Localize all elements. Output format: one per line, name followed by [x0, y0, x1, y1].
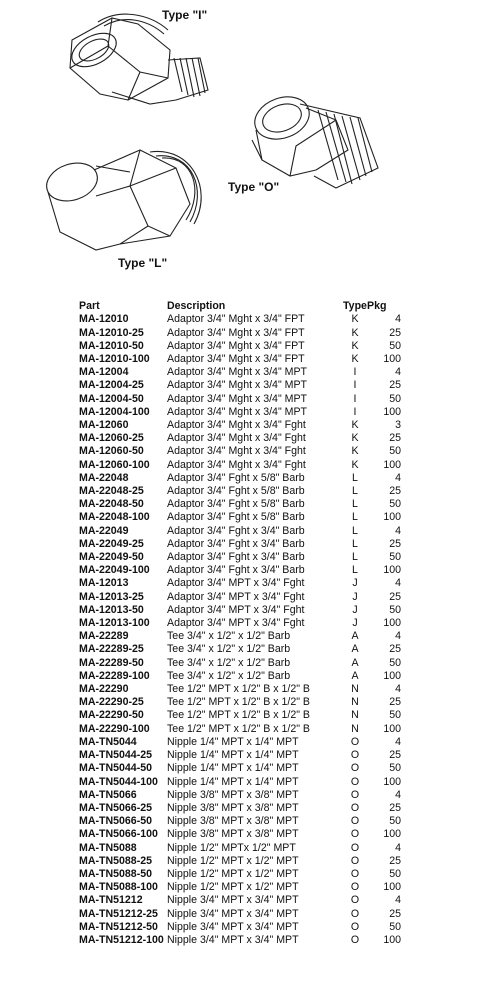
table-row: [79, 709, 401, 722]
part-number-cell: MA-TN51212-25: [79, 907, 158, 920]
description-cell: Nipple 1/2" MPT x 1/2" MPT: [167, 867, 299, 880]
table-row: [79, 419, 401, 432]
type-i-fitting-image: [66, 14, 208, 104]
type-cell: L: [352, 551, 358, 564]
type-cell: O: [350, 841, 360, 854]
table-row: [79, 511, 401, 524]
table-row: [79, 313, 401, 326]
type-cell: O: [350, 788, 360, 801]
table-row: [79, 577, 401, 590]
pkg-cell: 100: [383, 775, 401, 788]
part-number-cell: MA-12010-50: [79, 339, 144, 352]
description-cell: Adaptor 3/4" Fght x 3/4" Barb: [167, 537, 305, 550]
type-cell: L: [352, 537, 358, 550]
part-number-cell: MA-12010: [79, 313, 129, 326]
pkg-cell: 50: [389, 603, 401, 616]
description-cell: Adaptor 3/4" Mght x 3/4" FPT: [167, 313, 305, 326]
pkg-cell: 4: [395, 471, 401, 484]
type-i-label: Type "I": [162, 8, 208, 22]
description-cell: Tee 1/2" MPT x 1/2" B x 1/2" B: [167, 709, 310, 722]
description-cell: Adaptor 3/4" Mght x 3/4" Fght: [167, 419, 306, 432]
part-number-cell: MA-12060-50: [79, 445, 144, 458]
type-cell: J: [352, 590, 358, 603]
table-row: [79, 670, 401, 683]
header-pkg: Pkg: [367, 300, 387, 313]
table-row: [79, 908, 401, 921]
part-number-cell: MA-TN5066-50: [79, 815, 153, 828]
table-row: [79, 591, 401, 604]
pkg-cell: 100: [383, 933, 401, 946]
table-row: [79, 525, 401, 538]
pkg-cell: 100: [383, 353, 401, 365]
description-cell: Nipple 3/8" MPT x 3/8" MPT: [167, 801, 299, 814]
pkg-cell: 4: [395, 841, 401, 854]
type-cell: A: [351, 669, 359, 682]
description-cell: Tee 3/4" x 1/2" x 1/2" Barb: [167, 643, 291, 656]
type-cell: N: [351, 696, 359, 709]
table-row: [79, 445, 401, 458]
description-cell: Tee 3/4" x 1/2" x 1/2" Barb: [167, 669, 291, 682]
description-cell: Adaptor 3/4" Fght x 5/8" Barb: [167, 485, 305, 498]
type-o-label: Type "O": [228, 180, 280, 194]
pkg-cell: 100: [383, 617, 401, 630]
part-number-cell: MA-22049-50: [79, 551, 144, 564]
part-number-cell: MA-12013-50: [79, 603, 144, 616]
table-row: [79, 340, 401, 353]
table-row: [79, 327, 401, 340]
table-row: [79, 749, 401, 762]
table-row: [79, 630, 401, 643]
description-cell: Adaptor 3/4" Fght x 5/8" Barb: [167, 471, 305, 484]
pkg-cell: 25: [389, 749, 401, 762]
description-cell: Adaptor 3/4" Fght x 5/8" Barb: [167, 511, 305, 524]
description-cell: Tee 3/4" x 1/2" x 1/2" Barb: [167, 630, 291, 643]
description-cell: Adaptor 3/4" Fght x 3/4" Barb: [167, 551, 305, 564]
table-row: [79, 736, 401, 749]
pkg-cell: 100: [383, 828, 401, 841]
part-number-cell: MA-12010-100: [79, 353, 150, 365]
description-cell: Nipple 1/4" MPT x 1/4" MPT: [167, 762, 299, 775]
pkg-cell: 25: [389, 643, 401, 656]
type-cell: O: [350, 854, 360, 867]
type-cell: O: [350, 749, 360, 762]
part-number-cell: MA-12060-25: [79, 432, 144, 445]
pkg-cell: 4: [395, 524, 401, 537]
part-number-cell: MA-12060: [79, 419, 129, 432]
pkg-cell: 25: [389, 907, 401, 920]
table-row: [79, 776, 401, 789]
table-row: [79, 657, 401, 670]
description-cell: Adaptor 3/4" Mght x 3/4" Fght: [167, 445, 306, 458]
pkg-cell: 4: [395, 313, 401, 326]
description-cell: Nipple 3/4" MPT x 3/4" MPT: [167, 907, 299, 920]
type-l-label: Type "L": [118, 256, 168, 270]
type-l-fitting-image: [42, 150, 201, 250]
table-row: [79, 815, 401, 828]
table-row: [79, 604, 401, 617]
pkg-cell: 50: [389, 498, 401, 511]
description-cell: Adaptor 3/4" Mght x 3/4" MPT: [167, 392, 308, 405]
table-row: [79, 868, 401, 881]
part-number-cell: MA-TN51212: [79, 894, 143, 907]
pkg-cell: 25: [389, 485, 401, 498]
type-cell: L: [352, 524, 358, 537]
table-row: [79, 828, 401, 841]
part-number-cell: MA-12010-25: [79, 326, 144, 339]
table-row: [79, 683, 401, 696]
pkg-cell: 50: [389, 392, 401, 405]
part-number-cell: MA-12004-100: [79, 405, 150, 418]
type-cell: O: [350, 881, 360, 894]
description-cell: Nipple 1/2" MPT x 1/2" MPT: [167, 881, 299, 894]
header-description: Description: [167, 300, 226, 313]
description-cell: Nipple 3/8" MPT x 3/8" MPT: [167, 788, 299, 801]
description-cell: Nipple 3/8" MPT x 3/8" MPT: [167, 828, 299, 841]
pkg-cell: 4: [395, 683, 401, 696]
pkg-cell: 25: [389, 432, 401, 445]
type-cell: I: [353, 405, 357, 418]
description-cell: Adaptor 3/4" MPT x 3/4" Fght: [167, 617, 305, 630]
pkg-cell: 50: [389, 920, 401, 933]
type-cell: L: [352, 511, 358, 524]
table-row: [79, 762, 401, 775]
description-cell: Nipple 1/4" MPT x 1/4" MPT: [167, 735, 299, 748]
type-cell: N: [351, 683, 359, 696]
pkg-cell: 25: [389, 326, 401, 339]
table-row: [79, 921, 401, 934]
part-number-cell: MA-12004-25: [79, 379, 144, 392]
table-row: [79, 789, 401, 802]
table-row: [79, 432, 401, 445]
part-number-cell: MA-12013-25: [79, 590, 144, 603]
description-cell: Adaptor 3/4" MPT x 3/4" Fght: [167, 590, 305, 603]
part-number-cell: MA-TN5066-25: [79, 801, 153, 814]
part-number-cell: MA-22290-25: [79, 696, 144, 709]
pkg-cell: 100: [383, 564, 401, 577]
description-cell: Adaptor 3/4" Mght x 3/4" MPT: [167, 405, 308, 418]
pkg-cell: 100: [383, 511, 401, 524]
table-row: [79, 723, 401, 736]
type-cell: O: [350, 828, 360, 841]
part-number-cell: MA-12013-100: [79, 617, 150, 630]
type-cell: O: [350, 735, 360, 748]
table-row: [79, 472, 401, 485]
table-row: [79, 538, 401, 551]
type-cell: N: [351, 722, 359, 735]
description-cell: Adaptor 3/4" Mght x 3/4" Fght: [167, 458, 306, 471]
part-number-cell: MA-TN5066: [79, 788, 137, 801]
part-number-cell: MA-22290-50: [79, 709, 144, 722]
pkg-cell: 25: [389, 854, 401, 867]
part-number-cell: MA-TN51212-100: [79, 933, 164, 946]
fittings-drawing: [0, 0, 495, 295]
part-number-cell: MA-TN5044-100: [79, 775, 158, 788]
table-header-row: [79, 300, 401, 313]
header-part: Part: [79, 300, 100, 313]
part-number-cell: MA-TN5044-25: [79, 749, 153, 762]
type-cell: O: [350, 907, 360, 920]
table-row: [79, 802, 401, 815]
pkg-cell: 4: [395, 788, 401, 801]
description-cell: Nipple 3/4" MPT x 3/4" MPT: [167, 933, 299, 946]
part-number-cell: MA-22289-100: [79, 669, 150, 682]
pkg-cell: 50: [389, 815, 401, 828]
type-cell: O: [350, 775, 360, 788]
table-row: [79, 498, 401, 511]
pkg-cell: 25: [389, 590, 401, 603]
type-cell: N: [351, 709, 359, 722]
type-cell: O: [350, 894, 360, 907]
type-cell: K: [351, 458, 359, 471]
type-cell: A: [351, 630, 359, 643]
table-row: [79, 459, 401, 472]
pkg-cell: 4: [395, 630, 401, 643]
part-number-cell: MA-TN5044: [79, 735, 137, 748]
part-number-cell: MA-TN5066-100: [79, 828, 158, 841]
part-number-cell: MA-TN5088: [79, 841, 137, 854]
pkg-cell: 100: [383, 722, 401, 735]
description-cell: Nipple 3/4" MPT x 3/4" MPT: [167, 894, 299, 907]
table-row: [79, 696, 401, 709]
table-row: [79, 393, 401, 406]
type-cell: J: [352, 603, 358, 616]
type-cell: I: [353, 379, 357, 392]
type-cell: K: [351, 419, 359, 432]
table-row: [79, 842, 401, 855]
fittings-illustration: [0, 0, 495, 295]
table-row: [79, 353, 401, 366]
table-row: [79, 366, 401, 379]
part-number-cell: MA-12004: [79, 366, 129, 379]
part-number-cell: MA-22289-50: [79, 656, 144, 669]
part-number-cell: MA-12013: [79, 577, 129, 590]
description-cell: Tee 1/2" MPT x 1/2" B x 1/2" B: [167, 696, 310, 709]
table-row: [79, 379, 401, 392]
pkg-cell: 50: [389, 867, 401, 880]
type-o-fitting-image: [249, 90, 378, 188]
description-cell: Adaptor 3/4" Mght x 3/4" FPT: [167, 326, 305, 339]
type-cell: J: [352, 617, 358, 630]
type-cell: O: [350, 801, 360, 814]
part-number-cell: MA-22049: [79, 524, 129, 537]
description-cell: Adaptor 3/4" Fght x 3/4" Barb: [167, 564, 305, 577]
description-cell: Adaptor 3/4" Mght x 3/4" FPT: [167, 353, 305, 365]
description-cell: Tee 1/2" MPT x 1/2" B x 1/2" B: [167, 683, 310, 696]
description-cell: Adaptor 3/4" MPT x 3/4" Fght: [167, 603, 305, 616]
part-number-cell: MA-12004-50: [79, 392, 144, 405]
type-cell: K: [351, 313, 359, 326]
part-number-cell: MA-22048-100: [79, 511, 150, 524]
part-number-cell: MA-22048: [79, 471, 129, 484]
part-number-cell: MA-TN5088-25: [79, 854, 153, 867]
type-cell: O: [350, 867, 360, 880]
part-number-cell: MA-22049-25: [79, 537, 144, 550]
pkg-cell: 50: [389, 709, 401, 722]
pkg-cell: 100: [383, 881, 401, 894]
parts-table: [79, 300, 401, 947]
type-cell: K: [351, 432, 359, 445]
description-cell: Tee 3/4" x 1/2" x 1/2" Barb: [167, 656, 291, 669]
table-row: [79, 643, 401, 656]
description-cell: Tee 1/2" MPT x 1/2" B x 1/2" B: [167, 722, 310, 735]
pkg-cell: 50: [389, 339, 401, 352]
pkg-cell: 50: [389, 762, 401, 775]
type-cell: L: [352, 471, 358, 484]
table-row: [79, 564, 401, 577]
part-number-cell: MA-12060-100: [79, 458, 150, 471]
description-cell: Nipple 1/2" MPTx 1/2" MPT: [167, 841, 296, 854]
part-number-cell: MA-22290-100: [79, 722, 150, 735]
table-row: [79, 855, 401, 868]
description-cell: Adaptor 3/4" Fght x 5/8" Barb: [167, 498, 305, 511]
part-number-cell: MA-TN5088-100: [79, 881, 158, 894]
pkg-cell: 25: [389, 379, 401, 392]
type-cell: L: [352, 498, 358, 511]
part-number-cell: MA-TN5044-50: [79, 762, 153, 775]
part-number-cell: MA-22290: [79, 683, 129, 696]
pkg-cell: 100: [383, 458, 401, 471]
part-number-cell: MA-TN51212-50: [79, 920, 158, 933]
type-cell: O: [350, 815, 360, 828]
type-cell: L: [352, 564, 358, 577]
table-row: [79, 934, 401, 947]
description-cell: Adaptor 3/4" Mght x 3/4" FPT: [167, 339, 305, 352]
type-cell: K: [351, 445, 359, 458]
pkg-cell: 25: [389, 537, 401, 550]
pkg-cell: 3: [395, 419, 401, 432]
description-cell: Adaptor 3/4" Mght x 3/4" MPT: [167, 366, 308, 379]
part-number-cell: MA-22048-25: [79, 485, 144, 498]
description-cell: Adaptor 3/4" Mght x 3/4" MPT: [167, 379, 308, 392]
type-cell: I: [353, 366, 357, 379]
part-number-cell: MA-22048-50: [79, 498, 144, 511]
type-cell: O: [350, 933, 360, 946]
type-cell: A: [351, 656, 359, 669]
description-cell: Nipple 1/4" MPT x 1/4" MPT: [167, 775, 299, 788]
pkg-cell: 4: [395, 735, 401, 748]
part-number-cell: MA-22289-25: [79, 643, 144, 656]
type-cell: K: [351, 353, 359, 365]
pkg-cell: 50: [389, 445, 401, 458]
description-cell: Adaptor 3/4" Mght x 3/4" Fght: [167, 432, 306, 445]
type-cell: L: [352, 485, 358, 498]
pkg-cell: 4: [395, 366, 401, 379]
pkg-cell: 25: [389, 801, 401, 814]
type-cell: I: [353, 392, 357, 405]
type-cell: A: [351, 643, 359, 656]
pkg-cell: 50: [389, 656, 401, 669]
description-cell: Nipple 1/4" MPT x 1/4" MPT: [167, 749, 299, 762]
header-type: Type: [343, 300, 367, 313]
description-cell: Adaptor 3/4" MPT x 3/4" Fght: [167, 577, 305, 590]
part-number-cell: MA-TN5088-50: [79, 867, 153, 880]
description-cell: Nipple 3/8" MPT x 3/8" MPT: [167, 815, 299, 828]
table-row: [79, 551, 401, 564]
type-cell: J: [352, 577, 358, 590]
pkg-cell: 4: [395, 577, 401, 590]
table-row: [79, 894, 401, 907]
pkg-cell: 4: [395, 894, 401, 907]
type-cell: K: [351, 326, 359, 339]
description-cell: Adaptor 3/4" Fght x 3/4" Barb: [167, 524, 305, 537]
pkg-cell: 50: [389, 551, 401, 564]
table-row: [79, 485, 401, 498]
part-number-cell: MA-22049-100: [79, 564, 150, 577]
pkg-cell: 100: [383, 669, 401, 682]
table-row: [79, 406, 401, 419]
description-cell: Nipple 1/2" MPT x 1/2" MPT: [167, 854, 299, 867]
pkg-cell: 100: [383, 405, 401, 418]
type-cell: K: [351, 339, 359, 352]
pkg-cell: 25: [389, 696, 401, 709]
type-cell: O: [350, 920, 360, 933]
type-cell: O: [350, 762, 360, 775]
table-row: [79, 881, 401, 894]
table-row: [79, 617, 401, 630]
description-cell: Nipple 3/4" MPT x 3/4" MPT: [167, 920, 299, 933]
part-number-cell: MA-22289: [79, 630, 129, 643]
